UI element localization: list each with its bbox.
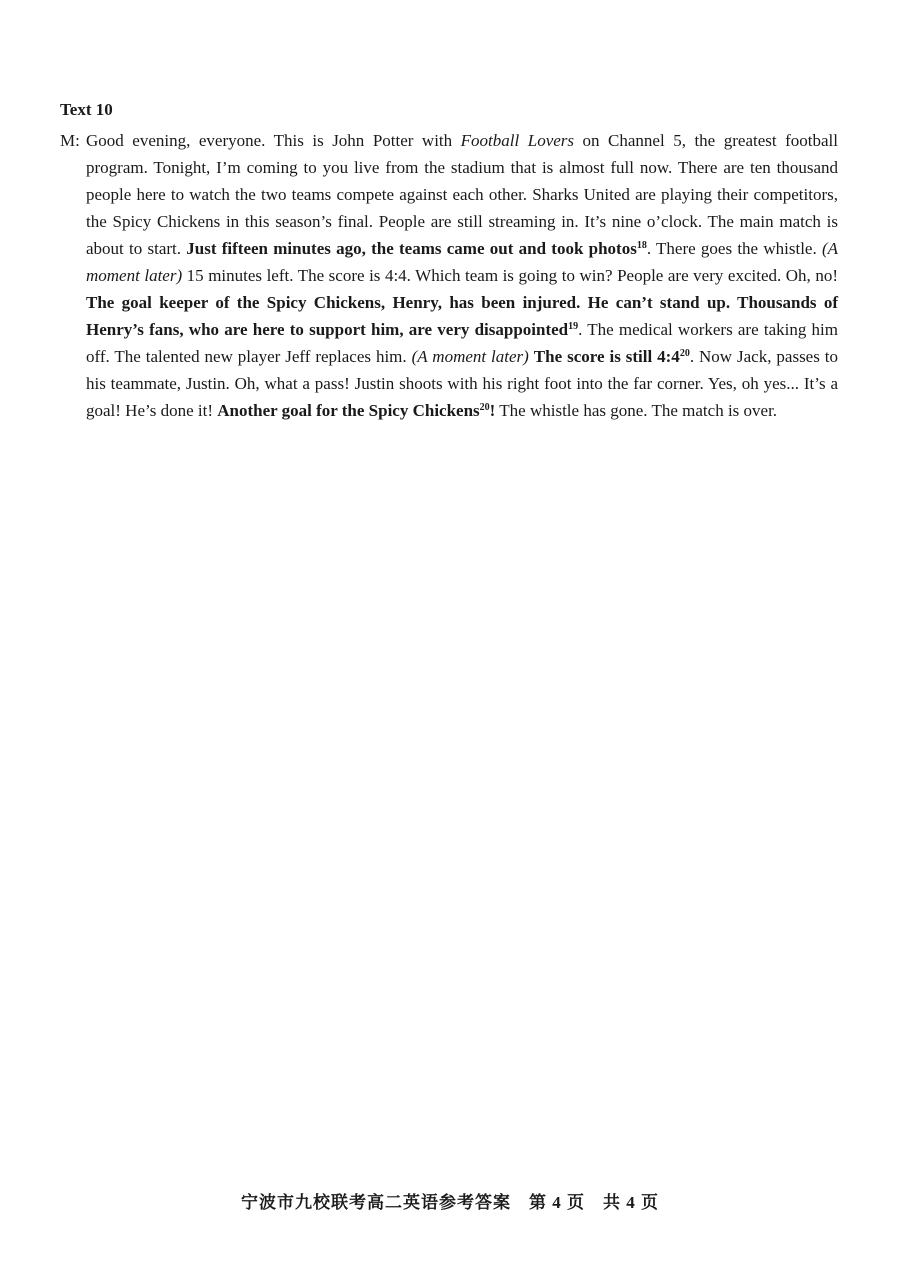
answer-highlight-19: The goal keeper of the Spicy Chickens, Henry, has been injured. He can’t stand up. Thousands of Henry’s fans, who are here to support him, are very disappointed$^{19}$ — [86, 293, 838, 339]
program-title: Football Lovers — [460, 131, 575, 150]
transcript-segment: The whistle has gone. The match is over. — [495, 401, 778, 420]
transcript-segment: . The medical workers are taking him off. The talented new player Jeff replaces him. — [86, 320, 838, 366]
answer-highlight-20b: Another goal for the Spicy Chickens$^{20}$ — [217, 401, 490, 420]
transcript-body — [86, 127, 838, 424]
question-number: 20 — [479, 402, 490, 413]
transcript-paragraph — [60, 127, 838, 424]
answer-highlight-20: The score is still $4:4^{20}$ — [533, 347, 690, 366]
transcript-segment: Good evening, everyone. This is John Potter with — [86, 131, 461, 150]
question-number: 20 — [679, 348, 690, 359]
stage-direction: (A moment later) — [86, 239, 839, 285]
question-number: 18 — [636, 240, 647, 251]
page-footer: 宁波市九校联考高二英语参考答案 第 4 页 共 4 页 — [241, 1193, 659, 1212]
question-number: 19 — [568, 321, 579, 332]
transcript-segment: . Now Jack, passes to his teammate, Justin. Oh, what a pass! Justin shoots with his right foot into the far corner. Yes, oh yes... It’s a goal! He’s done it! — [86, 347, 839, 420]
answer-highlight-18: Just fifteen minutes ago, the teams came out and took photos$^{18}$ — [186, 239, 647, 258]
section-heading: Text 10 — [60, 100, 113, 119]
transcript-segment: . There goes the whistle. — [646, 239, 822, 258]
stage-direction: (A moment later) — [411, 347, 529, 366]
transcript-segment: on Channel 5, the greatest football program. Tonight, I’m coming to you live from the stadium that is almost full now. There are ten thousand people here to watch the two teams compete against each other. Sharks United are playing their competitors, the Spicy Chickens in this season’s final. People are still streaming in. It’s nine o’clock. The main match is about to start. — [86, 131, 838, 258]
transcript-segment: 15 minutes left. The score is 4:4. Which team is going to win? People are very excited. Oh, no! — [182, 266, 838, 285]
transcript-segment: ! — [489, 401, 496, 420]
speaker-label: M: — [60, 131, 80, 150]
